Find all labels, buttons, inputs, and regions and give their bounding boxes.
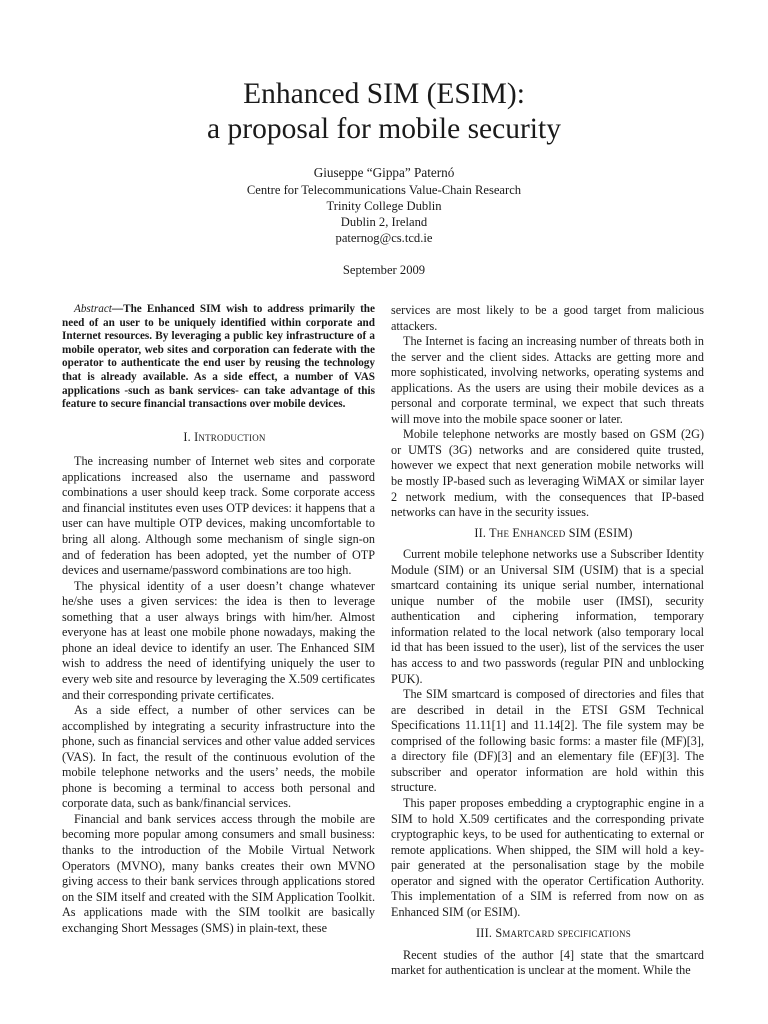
- abstract-label: Abstract: [74, 303, 112, 315]
- affiliation-line: Dublin 2, Ireland: [340, 215, 428, 229]
- body-paragraph: Mobile telephone networks are mostly based on GSM (2G) or UMTS (3G) networks and are considered quite trusted, however we expect that next generation mobile networks will be mostly IP-based such as leveraging WiMAX or similar layer 2 network medium, with the consequences that IP-based networks can have in the security issues.: [391, 427, 704, 520]
- body-paragraph: The increasing number of Internet web sites and corporate applications increased also the username and password combinations a user should keep track. Some corporate access and financial institutes even uses OTP devices: it happens that a user can have multiple OTP devices, making uncomfortable to bring all along. Although some mechanism of single sign-on and of federation has been adopted, yet the number of OTP devices and username/password combinations are too high.: [62, 454, 375, 578]
- body-paragraph: As a side effect, a number of other services can be accomplished by integrating a security infrastructure into the phone, such as financial services and other value added services (VAS). In fact, the result of the continuous evolution of the mobile telephone networks and the users’ needs, the mobile phone is becoming a terminal to access both personal and corporate data, such as bank/financial services.: [62, 703, 375, 811]
- body-paragraph: This paper proposes embedding a cryptographic engine in a SIM to hold X.509 certificates and the corresponding private cryptographic keys, to be used for authenticating to external or remote applications. When shipped, the SIM will hold a key-pair generated at the personalisation stage by the mobile operator and signed with the operator Certification Authority. This implementation of a SIM is referred from now on as Enhanced SIM (or ESIM).: [391, 795, 704, 919]
- author-email: paternog@cs.tcd.ie: [335, 231, 433, 245]
- body-paragraph: Financial and bank services access through the mobile are becoming more popular among consumers and small business: thanks to the introduction of the Mobile Virtual Network Operators (MVNO), many banks creates their own MVNO giving access to their bank services through applications stored on the SIM itself and created with the SIM Application Toolkit. As applications made with the SIM toolkit are basically exchanging Short Messages (SMS) in plain-text, these: [62, 811, 375, 935]
- right-column: [391, 303, 704, 979]
- paper-date: September 2009: [342, 263, 426, 277]
- paper-title-line1: Enhanced SIM (ESIM):: [243, 78, 525, 110]
- paper-title-line2: a proposal for mobile security: [207, 113, 561, 145]
- abstract-text: —The Enhanced SIM wish to address primarily the need of an user to be uniquely identified within corporate and Internet resources. By leveraging a public key infrastructure of a mobile operator, web sites and corporation can federate with the operator to authenticate the end user by reusing the technology that is already available. As a side effect, a number of VAS applications -such as bank services- can take advantage of this feature to secure financial transactions over mobile devices.: [62, 303, 375, 411]
- body-paragraph: The physical identity of a user doesn’t change whatever he/she uses a given services: the idea is then to leverage something that a user always brings with him/her. Almost everyone has at least one mobile phone nowadays, making the phone an ideal device to identify an user. The Enhanced SIM wish to address the need of identifying uniquely the user to every web site and resource by leveraging the X.509 certificates and their corresponding private certificates.: [62, 578, 375, 702]
- body-paragraph: The SIM smartcard is composed of directories and files that are described in detail in the ETSI GSM Technical Specifications 11.11[1] and 11.14[2]. The file system may be comprised of the following basic forms: a master file (MF)[3], a directory file (DF)[3] and an elementary file (EF)[3]. The subscriber and operator information are hold within this structure.: [391, 687, 704, 795]
- body-paragraph: Recent studies of the author [4] state that the smartcard market for authentication is unclear at the moment. While the: [391, 947, 704, 978]
- section-heading-smartcard: III. Smartcard specifications: [476, 926, 631, 941]
- body-paragraph: services are most likely to be a good target from malicious attackers.: [391, 303, 704, 333]
- affiliation-line: Centre for Telecommunications Value-Chain Research: [246, 183, 522, 197]
- author-name: Giuseppe “Gippa” Paternó: [313, 165, 455, 180]
- left-column: [62, 303, 375, 936]
- body-paragraph: The Internet is facing an increasing number of threats both in the server and the client sides. Attacks are getting more and more sophisticated, involving networks, operating systems and applications. As the users are using their mobile devices as a personal and corporate terminal, we expect that such threats will move into the mobile space sooner or later.: [391, 334, 704, 426]
- affiliation-line: Trinity College Dublin: [326, 199, 442, 213]
- section-heading-esim: II. The Enhanced SIM (ESIM): [474, 525, 633, 540]
- section-heading-introduction: I. Introduction: [183, 429, 266, 444]
- abstract: [62, 303, 375, 412]
- body-paragraph: Current mobile telephone networks use a Subscriber Identity Module (SIM) or an Universal SIM (USIM) that is a special smartcard containing its unique serial number, international unique number of the mobile user (IMSI), security authentication and ciphering information, temporary information related to the local network (also temporary local id that has been issued to the user), list of the services the user has access to and two passwords (regular PIN and unblocking PUK).: [391, 547, 704, 686]
